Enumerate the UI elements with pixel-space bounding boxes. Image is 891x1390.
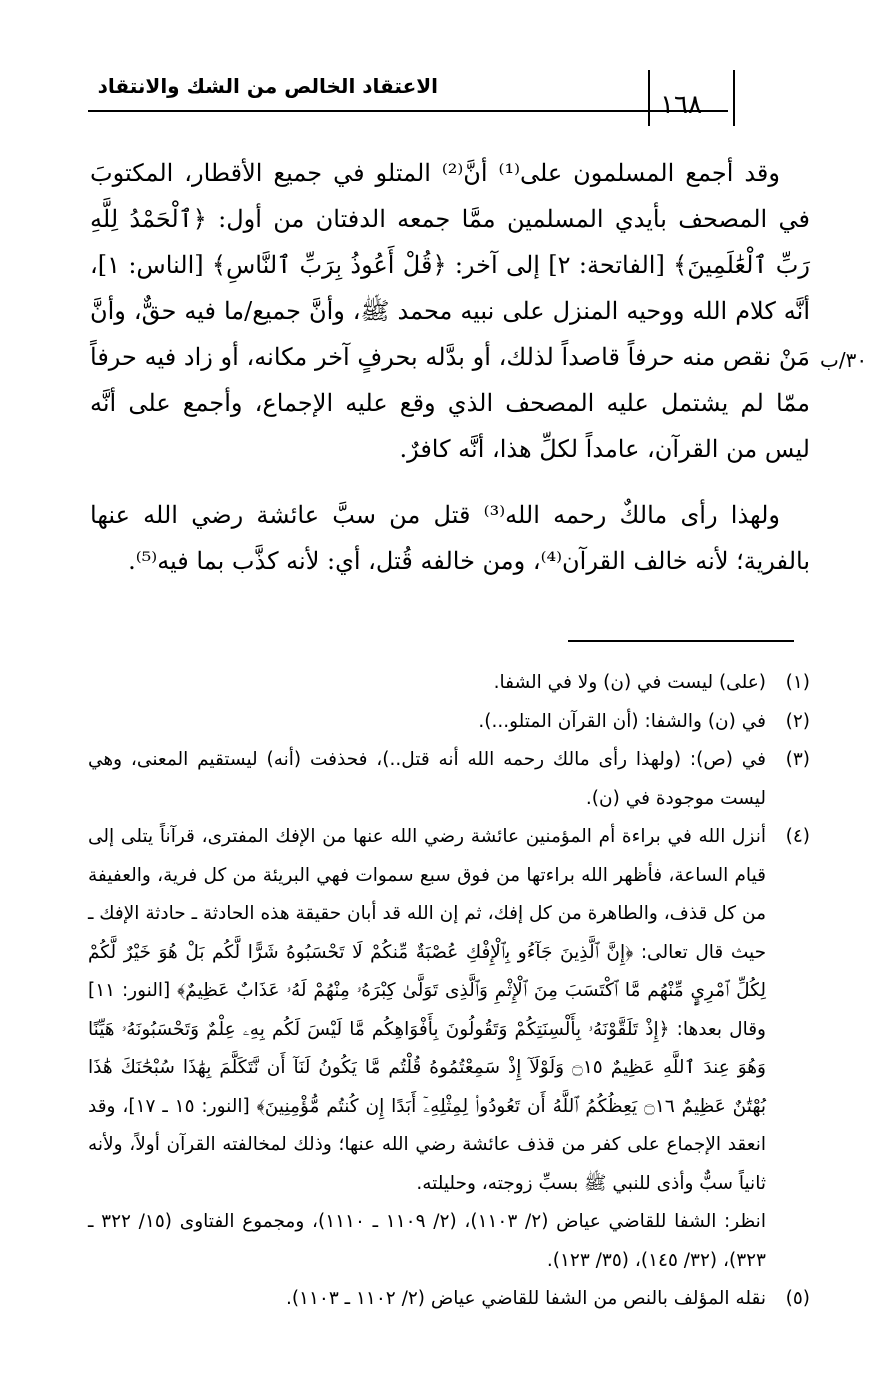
footnote-number: (٣): [785, 749, 810, 770]
footnote-4-references: انظر: الشفا للقاضي عياض (٢/ ١١٠٣)، (٢/ ١١٠٩ ـ ١١١٠)، ومجموع الفتاوى (١٥/ ٣٢٢ ـ ٣٢٣)، (٣٢/ ١٤٥)، (٣٥/ ١٢٣).: [88, 1211, 766, 1271]
footnote-5: [88, 1280, 810, 1319]
footnote-text: (على) ليست في (ن) ولا في الشفا.: [493, 672, 766, 693]
header-divider-left: [648, 70, 650, 126]
footnote-text: في (ص): (ولهذا رأى مالك رحمه الله أنه قتل..)، فحذفت (أنه) ليستقيم المعنى، وهي ليست موجودة في (ن).: [88, 749, 766, 809]
header-rule: [88, 110, 728, 112]
footnote-number: (٤): [785, 826, 810, 847]
header-divider-right: [733, 70, 735, 126]
manuscript-folio-marker: ٣٠/ب: [820, 348, 868, 372]
page-number: ١٦٨: [660, 90, 702, 120]
main-text: [90, 150, 810, 584]
footnote-number: (٢): [785, 710, 810, 732]
footnote-2: [88, 703, 810, 742]
running-header: [88, 70, 728, 120]
footnotes: [88, 664, 810, 1319]
footnote-text: في (ن) والشفا: (أن القرآن المتلو...).: [478, 710, 766, 732]
header-title: الاعتقاد الخالص من الشك والانتقاد: [97, 74, 438, 98]
footnote-text: أنزل الله في براءة أم المؤمنين عائشة رضي الله عنها من الإفك المفترى، قرآناً يتلى إلى قيام الساعة، فأظهر الله براءتها من فوق سبع سموات فهي البريئة من كل فرية، والعفيفة من كل قذف، والطاهرة من كل إفك، ثم إن الله قد أبان حقيقة هذه الحادثة ـ حادثة الإفك ـ حيث قال تعالى: ﴿إِنَّ ٱلَّذِينَ جَآءُو بِٱلْإِفْكِ عُصْبَةٌ مِّنكُمْ لَا تَحْسَبُوهُ شَرًّا لَّكُم بَلْ هُوَ خَيْرٌ لَّكُمْ لِكُلِّ ٱمْرِيٍٕ مِّنْهُم مَّا ٱكْتَسَبَ مِنَ ٱلْإِثْمِ وَٱلَّذِى تَوَلَّىٰ كِبْرَهُۥ مِنْهُمْ لَهُۥ عَذَابٌ عَظِيمٌ﴾ [النور: ١١] وقال بعدها: ﴿إِذْ تَلَقَّوْنَهُۥ بِأَلْسِنَتِكُمْ وَتَقُولُونَ بِأَفْوَاهِكُم مَّا لَيْسَ لَكُم بِهِۦ عِلْمٌ وَتَحْسَبُونَهُۥ هَيِّنًا وَهُوَ عِندَ ٱللَّهِ عَظِيمٌ ۝١٥ وَلَوْلَآ إِذْ سَمِعْتُمُوهُ قُلْتُم مَّا يَكُونُ لَنَآ أَن نَّتَكَلَّمَ بِهَٰذَا سُبْحَٰنَكَ هَٰذَا بُهْتَٰنٌ عَظِيمٌ ۝١٦ يَعِظُكُمُ ٱللَّهُ أَن تَعُودُوا۟ لِمِثْلِهِۦٓ أَبَدًا إِن كُنتُم مُّؤْمِنِينَ﴾ [النور: ١٥ ـ ١٧]، وقد انعقد الإجماع على كفر من قذف عائشة رضي الله عنها؛ وذلك لمخالفته القرآن أولاً، ولأنه ثانياً سبٌّ وأذى للنبي ﷺ بسبِّ زوجته، وحليلته.: [88, 826, 766, 1194]
footnote-number: (٥): [785, 1288, 810, 1309]
footnote-text: نقله المؤلف بالنص من الشفا للقاضي عياض (٢/ ١١٠٢ ـ ١١٠٣).: [285, 1288, 766, 1309]
footnote-3: [88, 741, 810, 818]
body-paragraph-1: وقد أجمع المسلمون على⁽¹⁾ أنَّ⁽²⁾ المتلو في جميع الأقطار، المكتوبَ في المصحف بأيدي المسلمين ممَّا جمعه الدفتان من أول: ﴿ٱلْحَمْدُ لِلَّهِ رَبِّ ٱلْعَٰلَمِينَ﴾ [الفاتحة: ٢] إلى آخر: ﴿قُلْ أَعُوذُ بِرَبِّ ٱلنَّاسِ﴾ [الناس: ١]، أنَّه كلام الله ووحيه المنزل على نبيه محمد ﷺ، وأنَّ جميع/ما فيه حقٌّ، وأنَّ مَنْ نقص منه حرفاً قاصداً لذلك، أو بدَّله بحرفٍ آخر مكانه، أو زاد فيه حرفاً ممّا لم يشتمل عليه المصحف الذي وقع عليه الإجماع، وأجمع على أنَّه ليس من القرآن، عامداً لكلِّ هذا، أنَّه كافرٌ.: [90, 159, 810, 463]
body-paragraph-2: ولهذا رأى مالكٌ رحمه الله⁽³⁾ قتل من سبَّ عائشة رضي الله عنها بالفرية؛ لأنه خالف القرآن⁽⁴⁾، ومن خالفه قُتل، أي: لأنه كذَّب بما فيه⁽⁵⁾.: [90, 501, 810, 575]
footnote-1: [88, 664, 810, 703]
footnote-number: (١): [785, 672, 810, 693]
footnote-4: [88, 818, 810, 1203]
footnote-separator: [568, 640, 794, 642]
